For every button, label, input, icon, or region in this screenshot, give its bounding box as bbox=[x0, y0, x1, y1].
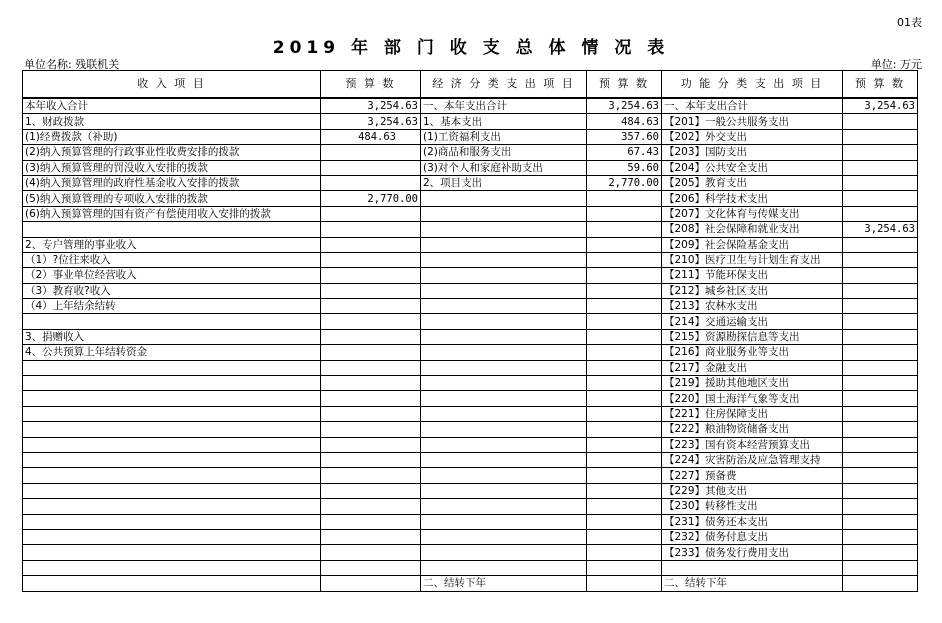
income-item-cell bbox=[23, 422, 321, 437]
income-item-cell bbox=[23, 437, 321, 452]
budget-summary-table bbox=[22, 70, 918, 592]
func-amount-cell bbox=[843, 191, 918, 206]
income-item-cell bbox=[23, 468, 321, 483]
table-row bbox=[23, 437, 918, 452]
table-row bbox=[23, 560, 918, 575]
func-item-cell: 【216】商业服务业等支出 bbox=[662, 345, 843, 360]
econ-amount-cell bbox=[587, 499, 662, 514]
econ-item-cell: (2)商品和服务支出 bbox=[421, 145, 587, 160]
table-header-row bbox=[23, 71, 918, 99]
income-item-cell: (6)纳入预算管理的国有资产有偿使用收入安排的拨款 bbox=[23, 206, 321, 221]
econ-amount-cell bbox=[587, 360, 662, 375]
econ-item-cell bbox=[421, 206, 587, 221]
func-item-cell: 【211】节能环保支出 bbox=[662, 268, 843, 283]
income-item-cell bbox=[23, 360, 321, 375]
econ-item-cell bbox=[421, 437, 587, 452]
func-item-cell: 【223】国有资本经营预算支出 bbox=[662, 437, 843, 452]
income-amount-cell bbox=[321, 576, 421, 591]
func-item-cell: 【227】预备费 bbox=[662, 468, 843, 483]
func-amount-cell bbox=[843, 314, 918, 329]
table-row bbox=[23, 329, 918, 344]
func-amount-cell bbox=[843, 529, 918, 544]
econ-item-cell bbox=[421, 468, 587, 483]
income-item-cell: （3）教育收?收入 bbox=[23, 283, 321, 298]
table-row bbox=[23, 160, 918, 175]
econ-item-cell bbox=[421, 360, 587, 375]
econ-amount-cell bbox=[587, 329, 662, 344]
table-row bbox=[23, 345, 918, 360]
table-body bbox=[23, 98, 918, 591]
econ-item-cell bbox=[421, 314, 587, 329]
econ-item-cell bbox=[421, 252, 587, 267]
unit-name: 单位名称: 残联机关 bbox=[24, 58, 120, 71]
header-func-amount: 预 算 数 bbox=[843, 71, 918, 99]
table-row bbox=[23, 576, 918, 591]
income-amount-cell bbox=[321, 437, 421, 452]
func-item-cell: 【217】金融支出 bbox=[662, 360, 843, 375]
econ-item-cell bbox=[421, 345, 587, 360]
income-item-cell bbox=[23, 452, 321, 467]
econ-item-cell bbox=[421, 329, 587, 344]
func-amount-cell bbox=[843, 329, 918, 344]
econ-item-cell bbox=[421, 391, 587, 406]
income-amount-cell bbox=[321, 145, 421, 160]
econ-amount-cell bbox=[587, 514, 662, 529]
income-item-cell: (1)经费拨款（补助) bbox=[23, 129, 321, 144]
header-income-item: 收 入 项 目 bbox=[23, 71, 321, 99]
header-econ-item: 经 济 分 类 支 出 项 目 bbox=[421, 71, 587, 99]
income-item-cell: （1）?位往来收入 bbox=[23, 252, 321, 267]
income-amount-cell bbox=[321, 529, 421, 544]
econ-amount-cell bbox=[587, 299, 662, 314]
page-title: 2019 年 部 门 收 支 总 体 情 况 表 bbox=[272, 38, 670, 58]
econ-item-cell bbox=[421, 283, 587, 298]
econ-amount-cell: 2,770.00 bbox=[587, 175, 662, 190]
econ-amount-cell bbox=[587, 468, 662, 483]
income-item-cell bbox=[23, 545, 321, 560]
func-amount-cell bbox=[843, 391, 918, 406]
econ-item-cell bbox=[421, 545, 587, 560]
func-amount-cell bbox=[843, 345, 918, 360]
income-amount-cell bbox=[321, 514, 421, 529]
table-row bbox=[23, 191, 918, 206]
income-amount-cell bbox=[321, 237, 421, 252]
econ-amount-cell bbox=[587, 314, 662, 329]
func-item-cell: 【210】医疗卫生与计划生育支出 bbox=[662, 252, 843, 267]
table-row bbox=[23, 360, 918, 375]
income-item-cell bbox=[23, 391, 321, 406]
func-amount-cell bbox=[843, 545, 918, 560]
econ-amount-cell: 357.60 bbox=[587, 129, 662, 144]
income-amount-cell: 3,254.63 bbox=[321, 114, 421, 129]
income-item-cell bbox=[23, 314, 321, 329]
table-row bbox=[23, 98, 918, 114]
econ-item-cell bbox=[421, 191, 587, 206]
table-row bbox=[23, 391, 918, 406]
income-item-cell: (4)纳入预算管理的政府性基金收入安排的拨款 bbox=[23, 175, 321, 190]
table-row bbox=[23, 283, 918, 298]
income-item-cell: 本年收入合计 bbox=[23, 98, 321, 114]
func-amount-cell bbox=[843, 145, 918, 160]
table-row bbox=[23, 499, 918, 514]
econ-item-cell bbox=[421, 529, 587, 544]
func-amount-cell bbox=[843, 560, 918, 575]
income-amount-cell: 3,254.63 bbox=[321, 98, 421, 114]
func-amount-cell bbox=[843, 160, 918, 175]
table-row bbox=[23, 129, 918, 144]
income-item-cell: (2)纳入预算管理的行政事业性收费安排的拨款 bbox=[23, 145, 321, 160]
func-amount-cell bbox=[843, 452, 918, 467]
func-amount-cell bbox=[843, 483, 918, 498]
func-item-cell: 一、本年支出合计 bbox=[662, 98, 843, 114]
table-row bbox=[23, 299, 918, 314]
table-row bbox=[23, 545, 918, 560]
form-number: 01表 bbox=[897, 16, 922, 29]
econ-amount-cell bbox=[587, 545, 662, 560]
func-item-cell: 【224】灾害防治及应急管理支持 bbox=[662, 452, 843, 467]
econ-amount-cell bbox=[587, 268, 662, 283]
func-amount-cell bbox=[843, 114, 918, 129]
econ-amount-cell bbox=[587, 345, 662, 360]
econ-item-cell bbox=[421, 514, 587, 529]
econ-amount-cell bbox=[587, 406, 662, 421]
func-amount-cell bbox=[843, 499, 918, 514]
table-row bbox=[23, 252, 918, 267]
income-amount-cell bbox=[321, 329, 421, 344]
income-item-cell bbox=[23, 483, 321, 498]
income-amount-cell bbox=[321, 376, 421, 391]
table-row bbox=[23, 514, 918, 529]
income-item-cell: (5)纳入预算管理的专项收入安排的拨款 bbox=[23, 191, 321, 206]
func-item-cell: 【207】文化体育与传媒支出 bbox=[662, 206, 843, 221]
func-amount-cell: 3,254.63 bbox=[843, 222, 918, 237]
func-item-cell: 【204】公共安全支出 bbox=[662, 160, 843, 175]
income-amount-cell bbox=[321, 360, 421, 375]
income-amount-cell bbox=[321, 545, 421, 560]
income-item-cell: 3、捐赠收入 bbox=[23, 329, 321, 344]
func-item-cell bbox=[662, 560, 843, 575]
func-amount-cell bbox=[843, 576, 918, 591]
econ-item-cell bbox=[421, 222, 587, 237]
econ-item-cell bbox=[421, 237, 587, 252]
econ-item-cell: 二、结转下年 bbox=[421, 576, 587, 591]
econ-amount-cell bbox=[587, 376, 662, 391]
func-amount-cell bbox=[843, 129, 918, 144]
income-item-cell: (3)纳入预算管理的罚没收入安排的拨款 bbox=[23, 160, 321, 175]
income-item-cell bbox=[23, 514, 321, 529]
econ-amount-cell bbox=[587, 483, 662, 498]
econ-amount-cell bbox=[587, 422, 662, 437]
econ-amount-cell bbox=[587, 437, 662, 452]
econ-amount-cell: 3,254.63 bbox=[587, 98, 662, 114]
income-amount-cell bbox=[321, 314, 421, 329]
header-func-item: 功 能 分 类 支 出 项 目 bbox=[662, 71, 843, 99]
econ-amount-cell bbox=[587, 576, 662, 591]
income-item-cell bbox=[23, 560, 321, 575]
func-item-cell: 【214】交通运输支出 bbox=[662, 314, 843, 329]
income-amount-cell bbox=[321, 422, 421, 437]
func-amount-cell bbox=[843, 206, 918, 221]
econ-item-cell bbox=[421, 299, 587, 314]
table-row bbox=[23, 314, 918, 329]
func-item-cell: 【203】国防支出 bbox=[662, 145, 843, 160]
econ-amount-cell: 59.60 bbox=[587, 160, 662, 175]
econ-item-cell bbox=[421, 483, 587, 498]
func-amount-cell bbox=[843, 422, 918, 437]
func-amount-cell bbox=[843, 299, 918, 314]
func-amount-cell bbox=[843, 175, 918, 190]
income-item-cell bbox=[23, 529, 321, 544]
func-item-cell: 【212】城乡社区支出 bbox=[662, 283, 843, 298]
func-item-cell: 【220】国土海洋气象等支出 bbox=[662, 391, 843, 406]
income-amount-cell bbox=[321, 283, 421, 298]
econ-amount-cell bbox=[587, 560, 662, 575]
func-amount-cell bbox=[843, 468, 918, 483]
func-amount-cell bbox=[843, 268, 918, 283]
func-amount-cell bbox=[843, 514, 918, 529]
econ-item-cell bbox=[421, 422, 587, 437]
econ-item-cell bbox=[421, 452, 587, 467]
econ-amount-cell bbox=[587, 391, 662, 406]
econ-amount-cell bbox=[587, 452, 662, 467]
func-item-cell: 【222】粮油物资储备支出 bbox=[662, 422, 843, 437]
func-item-cell: 【219】援助其他地区支出 bbox=[662, 376, 843, 391]
table-row bbox=[23, 483, 918, 498]
econ-amount-cell bbox=[587, 283, 662, 298]
econ-item-cell: (3)对个人和家庭补助支出 bbox=[421, 160, 587, 175]
func-item-cell: 【213】农林水支出 bbox=[662, 299, 843, 314]
econ-amount-cell bbox=[587, 529, 662, 544]
income-amount-cell bbox=[321, 468, 421, 483]
income-amount-cell: 2,770.00 bbox=[321, 191, 421, 206]
table-row bbox=[23, 422, 918, 437]
income-item-cell: （2）事业单位经营收入 bbox=[23, 268, 321, 283]
func-item-cell: 【208】社会保障和就业支出 bbox=[662, 222, 843, 237]
func-item-cell: 【231】债务还本支出 bbox=[662, 514, 843, 529]
func-item-cell: 【206】科学技术支出 bbox=[662, 191, 843, 206]
income-amount-cell bbox=[321, 299, 421, 314]
income-amount-cell bbox=[321, 345, 421, 360]
econ-amount-cell bbox=[587, 222, 662, 237]
table-row bbox=[23, 452, 918, 467]
income-item-cell: （4）上年结余结转 bbox=[23, 299, 321, 314]
func-amount-cell bbox=[843, 406, 918, 421]
econ-amount-cell: 67.43 bbox=[587, 145, 662, 160]
func-item-cell: 【201】一般公共服务支出 bbox=[662, 114, 843, 129]
table-row bbox=[23, 206, 918, 221]
income-amount-cell bbox=[321, 406, 421, 421]
func-amount-cell bbox=[843, 252, 918, 267]
income-amount-cell bbox=[321, 160, 421, 175]
func-amount-cell bbox=[843, 360, 918, 375]
table-row bbox=[23, 114, 918, 129]
econ-amount-cell bbox=[587, 191, 662, 206]
income-amount-cell bbox=[321, 206, 421, 221]
income-item-cell: 4、公共预算上年结转资金 bbox=[23, 345, 321, 360]
econ-item-cell: (1)工资福利支出 bbox=[421, 129, 587, 144]
func-amount-cell bbox=[843, 376, 918, 391]
func-item-cell: 【221】住房保障支出 bbox=[662, 406, 843, 421]
table-row bbox=[23, 175, 918, 190]
income-item-cell: 1、财政拨款 bbox=[23, 114, 321, 129]
econ-amount-cell bbox=[587, 237, 662, 252]
econ-item-cell bbox=[421, 499, 587, 514]
econ-item-cell bbox=[421, 376, 587, 391]
income-amount-cell bbox=[321, 452, 421, 467]
income-amount-cell bbox=[321, 222, 421, 237]
table-row bbox=[23, 237, 918, 252]
func-item-cell: 【202】外交支出 bbox=[662, 129, 843, 144]
func-amount-cell bbox=[843, 237, 918, 252]
header-econ-amount: 预 算 数 bbox=[587, 71, 662, 99]
table-row bbox=[23, 222, 918, 237]
func-item-cell: 【205】教育支出 bbox=[662, 175, 843, 190]
header-income-amount: 预 算 数 bbox=[321, 71, 421, 99]
econ-item-cell: 1、基本支出 bbox=[421, 114, 587, 129]
func-item-cell: 二、结转下年 bbox=[662, 576, 843, 591]
income-item-cell: 2、专户管理的事业收入 bbox=[23, 237, 321, 252]
income-item-cell bbox=[23, 576, 321, 591]
income-amount-cell bbox=[321, 175, 421, 190]
func-amount-cell bbox=[843, 437, 918, 452]
func-item-cell: 【229】其他支出 bbox=[662, 483, 843, 498]
func-item-cell: 【233】债务发行费用支出 bbox=[662, 545, 843, 560]
func-amount-cell bbox=[843, 283, 918, 298]
econ-amount-cell bbox=[587, 206, 662, 221]
func-amount-cell: 3,254.63 bbox=[843, 98, 918, 114]
table-row bbox=[23, 268, 918, 283]
econ-item-cell bbox=[421, 406, 587, 421]
table-row bbox=[23, 529, 918, 544]
econ-item-cell: 2、项目支出 bbox=[421, 175, 587, 190]
table-row bbox=[23, 468, 918, 483]
func-item-cell: 【209】社会保险基金支出 bbox=[662, 237, 843, 252]
econ-amount-cell: 484.63 bbox=[587, 114, 662, 129]
income-amount-cell bbox=[321, 268, 421, 283]
income-amount-cell bbox=[321, 252, 421, 267]
currency-unit: 单位: 万元 bbox=[870, 58, 922, 71]
econ-item-cell bbox=[421, 268, 587, 283]
income-amount-cell bbox=[321, 560, 421, 575]
econ-item-cell bbox=[421, 560, 587, 575]
income-item-cell bbox=[23, 406, 321, 421]
table-row bbox=[23, 406, 918, 421]
income-amount-cell bbox=[321, 499, 421, 514]
table-row bbox=[23, 376, 918, 391]
table-row bbox=[23, 145, 918, 160]
income-amount-cell bbox=[321, 483, 421, 498]
income-item-cell bbox=[23, 499, 321, 514]
income-item-cell bbox=[23, 222, 321, 237]
income-item-cell bbox=[23, 376, 321, 391]
income-amount-cell bbox=[321, 391, 421, 406]
econ-amount-cell bbox=[587, 252, 662, 267]
econ-item-cell: 一、本年支出合计 bbox=[421, 98, 587, 114]
func-item-cell: 【232】债务付息支出 bbox=[662, 529, 843, 544]
income-amount-cell: 484.63 bbox=[321, 129, 421, 144]
func-item-cell: 【215】资源勘探信息等支出 bbox=[662, 329, 843, 344]
func-item-cell: 【230】转移性支出 bbox=[662, 499, 843, 514]
